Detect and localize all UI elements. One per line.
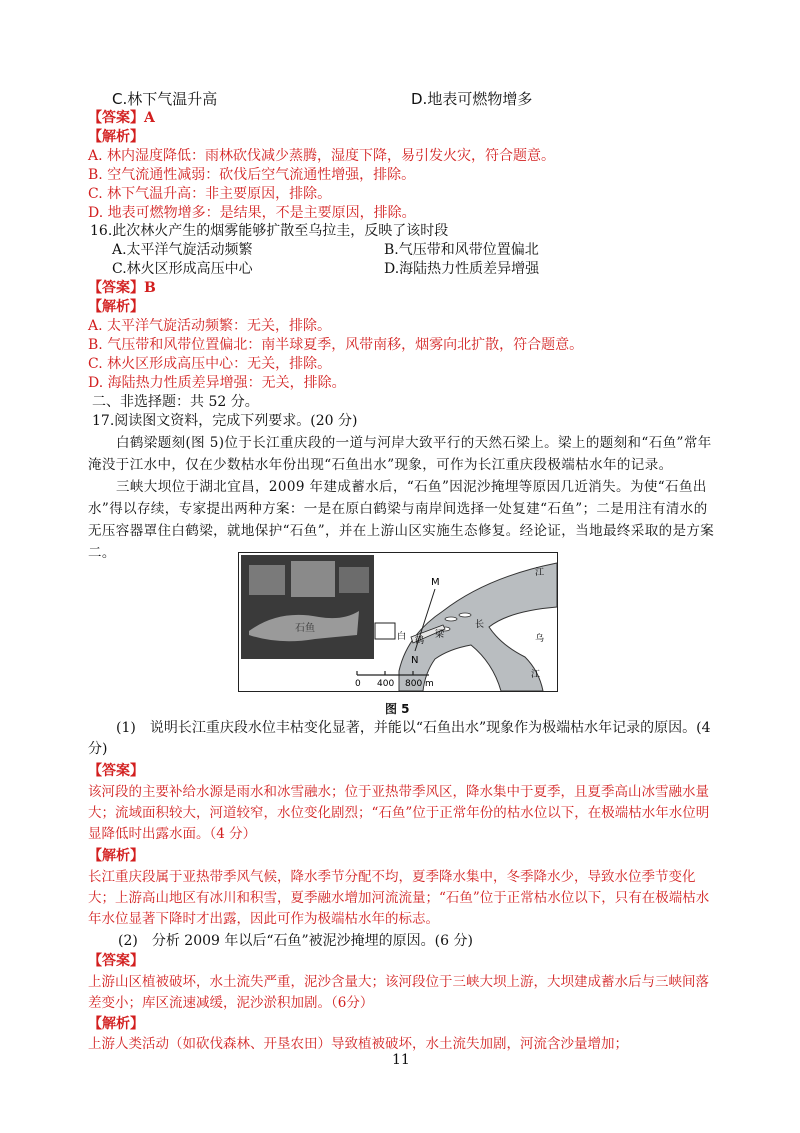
q16-question: 16.此次林火产生的烟雾能够扩散至乌拉圭，反映了该时段 xyxy=(90,223,449,239)
q17-sub1-answer: 该河段的主要补给水源是雨水和冰雪融水；位于亚热带季风区，降水集中于夏季，且夏季高山冰雪融水量大；流域面积较大，河道较窄，水位变化剧烈；“石鱼”位于正常年份的枯水位以下，在极端枯水年水位明显降低时出露水面。（4 分） xyxy=(88,784,710,842)
scale-label-400: 400 xyxy=(377,679,395,689)
q17-material-2: 三峡大坝位于湖北宜昌，2009 年建成蓄水后，“石鱼”因泥沙掩埋等原因几近消失。为使“石鱼出水”得以存续，专家提出两种方案：一是在原白鹤梁与南岸间选择一处复建“石鱼”；二是用注有清水的无压容器罩住白鹤梁，就地保护“石鱼”，并在上游山区实施生态修复。经论证，当地最终采取的是方案二。 xyxy=(88,479,715,561)
q16-analysis-d: D. 海陆热力性质差异增强：无关，排除。 xyxy=(88,375,346,391)
map-char-jiang-2: 江 xyxy=(531,670,541,680)
map-char-chang: 长 xyxy=(475,620,485,630)
q17-sub2-answer: 上游山区植被破坏，水土流失严重，泥沙含量大；该河段位于三峡大坝上游，大坝建成蓄水后与三峡间落差变小；库区流速减缓，泥沙淤积加剧。（6分） xyxy=(88,974,709,1011)
q15-analysis-a: A. 林内湿度降低：雨林砍伐减少蒸腾，湿度下降，易引发火灾，符合题意。 xyxy=(88,148,556,164)
map-char-bai: 白 xyxy=(397,632,407,642)
map-char-wu: 乌 xyxy=(535,634,545,644)
q17-sub1-answer-label: 【答案】 xyxy=(88,763,144,779)
figure-5-map xyxy=(239,553,557,691)
reef-mark-1 xyxy=(445,617,457,621)
q16-option-c: C.林火区形成高压中心 xyxy=(112,261,253,277)
q16-option-b: B.气压带和风带位置偏北 xyxy=(384,242,539,258)
reef-mark-2 xyxy=(459,613,471,617)
q16-analysis-label: 【解析】 xyxy=(88,299,144,315)
q17-sub2-question: (2) 分析 2009 年以后“石鱼”被泥沙掩埋的原因。(6 分) xyxy=(118,933,473,949)
figure-5 xyxy=(238,552,558,692)
label-m: M xyxy=(431,577,440,588)
q17-sub2-analysis: 上游人类活动（如砍伐森林、开垦农田）导致植被破坏，水土流失加剧，河流含沙量增加； xyxy=(88,1036,628,1052)
section-2-heading: 二、非选择题：共 52 分。 xyxy=(92,394,259,410)
scale-label-800: 800 m xyxy=(405,679,434,689)
q16-analysis-a: A. 太平洋气旋活动频繁：无关，排除。 xyxy=(88,318,332,334)
q15-option-d: D.地表可燃物增多 xyxy=(411,90,533,108)
callout-box xyxy=(375,623,395,639)
scale-label-0: 0 xyxy=(355,679,361,689)
q15-option-c: C.林下气温升高 xyxy=(112,90,218,108)
q17-sub1-question: (1) 说明长江重庆段水位丰枯变化显著，并能以“石鱼出水”现象作为极端枯水年记录的原因。(4 分) xyxy=(88,720,711,757)
q17-sub2-analysis-label: 【解析】 xyxy=(88,1016,144,1032)
label-n: N xyxy=(411,655,419,666)
q17-question: 17.阅读图文资料，完成下列要求。(20 分) xyxy=(92,413,358,429)
map-char-jiang: 江 xyxy=(535,568,545,578)
q16-analysis-b: B. 气压带和风带位置偏北：南半球夏季，风带南移，烟雾向北扩散，符合题意。 xyxy=(88,337,584,353)
photo-stone-2 xyxy=(291,561,335,597)
q17-sub1-analysis-label: 【解析】 xyxy=(88,848,144,864)
q15-analysis-c: C. 林下气温升高：非主要原因，排除。 xyxy=(88,186,332,202)
map-char-he: 鹤 xyxy=(415,636,425,646)
q16-option-a: A.太平洋气旋活动频繁 xyxy=(112,242,253,258)
q15-answer: 【答案】A xyxy=(88,110,155,126)
q16-option-d: D.海陆热力性质差异增强 xyxy=(384,261,540,277)
map-char-liang: 梁 xyxy=(435,630,445,640)
figure-caption: 图 5 xyxy=(385,702,410,716)
photo-stone-1 xyxy=(249,565,285,595)
page-number: 11 xyxy=(392,1052,410,1068)
q15-analysis-d: D. 地表可燃物增多：是结果，不是主要原因，排除。 xyxy=(88,205,416,221)
q17-sub1-analysis: 长江重庆段属于亚热带季风气候，降水季节分配不均，夏季降水集中，冬季降水少，导致水位季节变化大；上游高山地区有冰川和积雪，夏季融水增加河流流量；“石鱼”位于正常枯水位以下，只有在极端枯水年水位显著下降时才出露，因此可作为极端枯水年的标志。 xyxy=(88,869,710,927)
photo-stone-3 xyxy=(339,567,369,593)
q15-analysis-b: B. 空气流通性减弱：砍伐后空气流通性增强，排除。 xyxy=(88,167,416,183)
q17-material-1: 白鹤梁题刻(图 5)位于长江重庆段的一道与河岸大致平行的天然石梁上。梁上的题刻和“石鱼”常年淹没于江水中，仅在少数枯水年份出现“石鱼出水”现象，可作为长江重庆段极端枯水年的记录。 xyxy=(88,435,712,473)
photo-text: 石鱼 xyxy=(295,623,315,634)
q17-sub2-answer-label: 【答案】 xyxy=(88,953,144,969)
q15-analysis-label: 【解析】 xyxy=(88,129,144,145)
q16-analysis-c: C. 林火区形成高压中心：无关，排除。 xyxy=(88,356,332,372)
q16-answer: 【答案】B xyxy=(88,280,156,296)
